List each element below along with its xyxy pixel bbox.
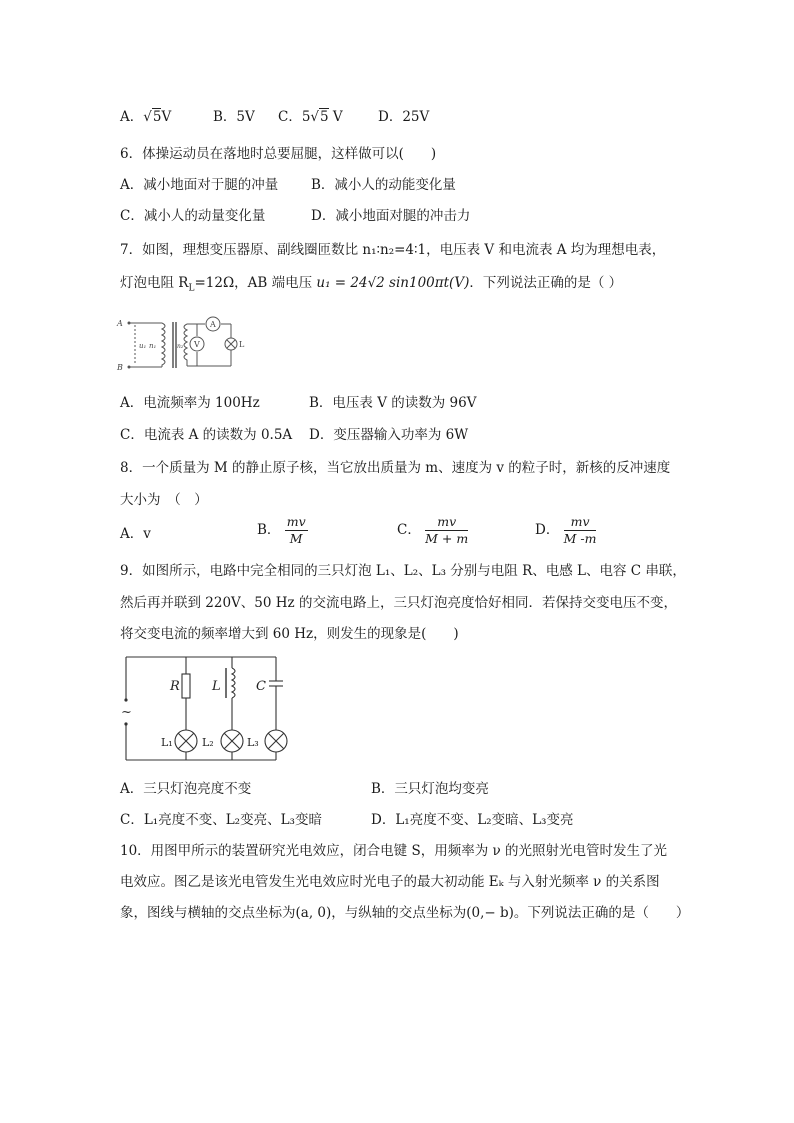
q9-fig-ac-source: ~ xyxy=(121,705,132,720)
q7-fig-label-lamp: L xyxy=(239,340,245,349)
q5-option-b: B．5V xyxy=(213,109,255,125)
q7-fig-label-b: B xyxy=(117,363,123,372)
q7-fig-label-u1: u₁ xyxy=(139,342,147,350)
q7-transformer-circuit-figure xyxy=(115,312,245,376)
q6-option-a: A．减小地面对于腿的冲量 xyxy=(120,177,279,193)
q9-fig-label-r: R xyxy=(170,679,180,694)
q9-option-c: C．L₁亮度不变、L₂变亮、L₃变暗 xyxy=(120,812,322,828)
q8-stem-line2: 大小为 （ ） xyxy=(120,492,208,508)
q10-stem-line1: 10．用图甲所示的装置研究光电效应，闭合电键 S，用频率为 ν 的光照射光电管时发生了光 xyxy=(120,843,668,859)
q9-stem-line1: 9．如图所示，电路中完全相同的三只灯泡 L₁、L₂、L₃ 分别与电阻 R、电感 L、电容 C 串联， xyxy=(120,563,686,579)
q6-option-b: B．减小人的动能变化量 xyxy=(311,177,456,193)
q5-option-c: C．5√5 V xyxy=(278,109,343,125)
q9-option-d: D．L₁亮度不变、L₂变暗、L₃变亮 xyxy=(371,812,574,828)
q7-voltage-formula: u₁ = 24√2 sin100πt(V) xyxy=(316,275,470,291)
q8-stem-line1: 8．一个质量为 M 的静止原子核，当它放出质量为 m、速度为 v 的粒子时，新核的反冲速度 xyxy=(120,460,671,476)
q6-option-c: C．减小人的动量变化量 xyxy=(120,208,266,224)
q9-fig-label-c: C xyxy=(256,679,266,694)
q7-fig-label-n1: n₁ xyxy=(149,342,157,350)
q8-option-d-fraction: $\frac{mv}{M -m}$ xyxy=(563,514,597,546)
q10-stem-line3: 象，图线与横轴的交点坐标为(a, 0)，与纵轴的交点坐标为(0,− b)。下列说法正确的是（ ） xyxy=(120,905,690,921)
q9-stem-line2: 然后再并联到 220V、50 Hz 的交流电路上，三只灯泡亮度恰好相同．若保持交变电压不变， xyxy=(120,595,677,611)
q5-option-a: A．√5V xyxy=(120,109,172,125)
q7-fig-label-n2: n₂ xyxy=(177,343,184,350)
q8-option-a: A．v xyxy=(120,526,151,542)
q7-option-d: D．变压器输入功率为 6W xyxy=(309,427,469,443)
q9-fig-label-l2: L₂ xyxy=(202,736,214,749)
q8-option-c: C． $\frac{mv}{M + m}$ xyxy=(397,514,469,546)
q9-rlc-circuit-figure xyxy=(118,652,290,767)
q7-option-a: A．电流频率为 100Hz xyxy=(120,395,260,411)
q5-option-d: D．25V xyxy=(378,109,430,125)
q9-fig-label-l3: L₃ xyxy=(247,736,259,749)
q7-fig-label-voltmeter: V xyxy=(194,340,200,349)
q6-option-d: D．减小地面对腿的冲击力 xyxy=(311,208,471,224)
q8-option-b-fraction: $\frac{mv}{M}$ xyxy=(286,514,306,546)
q8-option-c-fraction: $\frac{mv}{M + m}$ xyxy=(425,514,469,546)
q8-option-d: D． $\frac{mv}{M -m}$ xyxy=(535,514,597,546)
q9-fig-label-l1: L₁ xyxy=(161,736,173,749)
q7-option-b: B．电压表 V 的读数为 96V xyxy=(309,395,477,411)
q7-stem-line1: 7．如图，理想变压器原、副线圈匝数比 n₁∶n₂=4∶1，电压表 V 和电流表 A 均为理想电表， xyxy=(120,242,666,258)
q10-stem-line2: 电效应。图乙是该光电管发生光电效应时光电子的最大初动能 Eₖ 与入射光频率 ν 的关系图 xyxy=(120,874,660,890)
q7-fig-label-ammeter: A xyxy=(210,320,216,329)
q6-stem: 6．体操运动员在落地时总要屈腿，这样做可以( ) xyxy=(120,146,437,162)
q8-option-b: B． $\frac{mv}{M}$ xyxy=(257,514,306,546)
q9-option-b: B．三只灯泡均变亮 xyxy=(371,781,489,797)
q9-stem-line3: 将交变电流的频率增大到 60 Hz，则发生的现象是( ) xyxy=(120,626,459,642)
q7-option-c: C．电流表 A 的读数为 0.5A xyxy=(120,427,293,443)
q9-fig-label-l: L xyxy=(212,679,221,694)
q7-fig-label-a: A xyxy=(117,319,123,328)
q7-stem-line2: 灯泡电阻 $R_L=12\Omega$，AB 端电压 u₁ = 24√2 sin100πt(V)．下列说法正确的是（ ） xyxy=(120,275,623,294)
q9-option-a: A．三只灯泡亮度不变 xyxy=(120,781,252,797)
